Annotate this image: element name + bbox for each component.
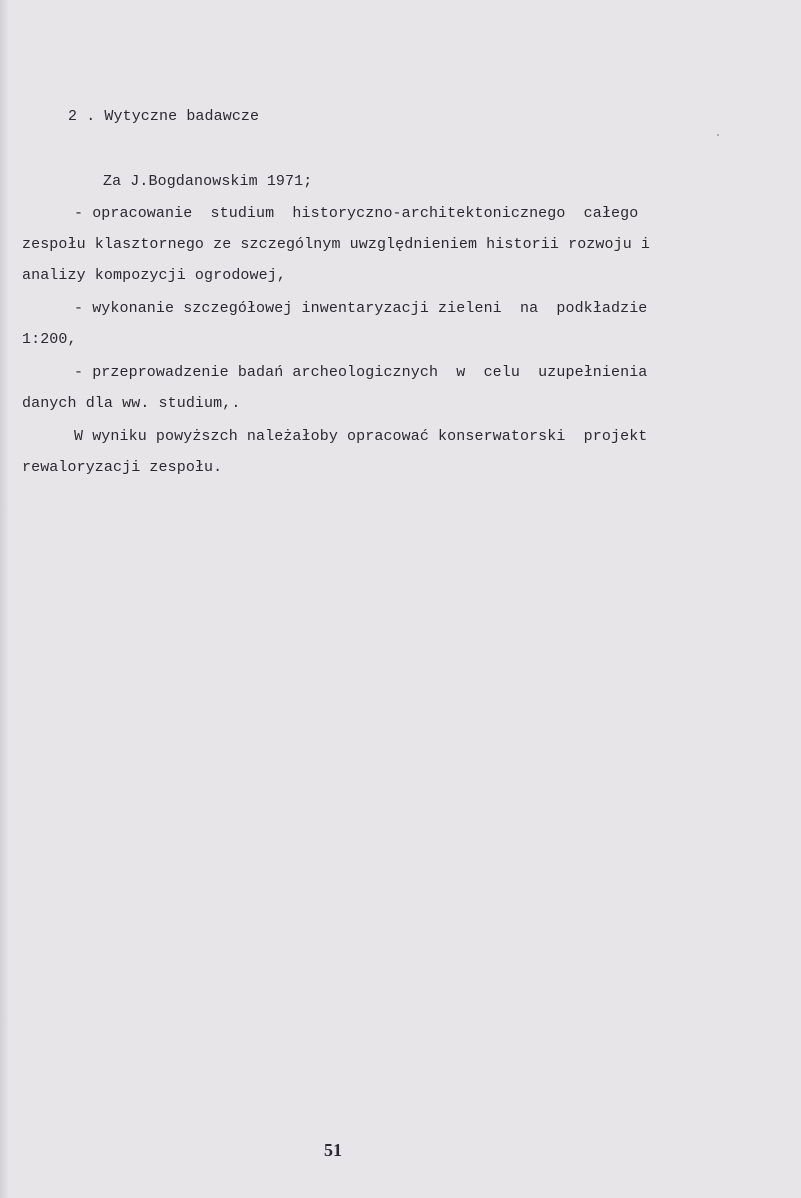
item1-line2: zespołu klasztornego ze szczególnym uwzględnieniem historii rozwoju i xyxy=(22,236,651,253)
conclusion-line1: W wyniku powyższch należałoby opracować konserwatorski projekt xyxy=(74,428,648,445)
page-edge-shadow xyxy=(0,0,8,1198)
item2-line2: 1:200, xyxy=(22,331,77,348)
item3-line1: - przeprowadzenie badań archeologicznych w celu uzupełnienia xyxy=(74,364,648,381)
conclusion-line2: rewaloryzacji zespołu. xyxy=(22,459,223,476)
item1-line3: analizy kompozycji ogrodowej, xyxy=(22,267,286,284)
item1-line1: - opracowanie studium historyczno-architektonicznego całego xyxy=(74,205,639,222)
section-heading: 2 . Wytyczne badawcze xyxy=(68,108,260,125)
item2-line1: - wykonanie szczegółowej inwentaryzacji zieleni na podkładzie xyxy=(74,300,648,317)
item3-line2: danych dla ww. studium,. xyxy=(22,395,241,412)
paper-speck xyxy=(717,134,719,136)
source-line: Za J.Bogdanowskim 1971; xyxy=(103,173,313,190)
page-number: 51 xyxy=(324,1140,342,1160)
